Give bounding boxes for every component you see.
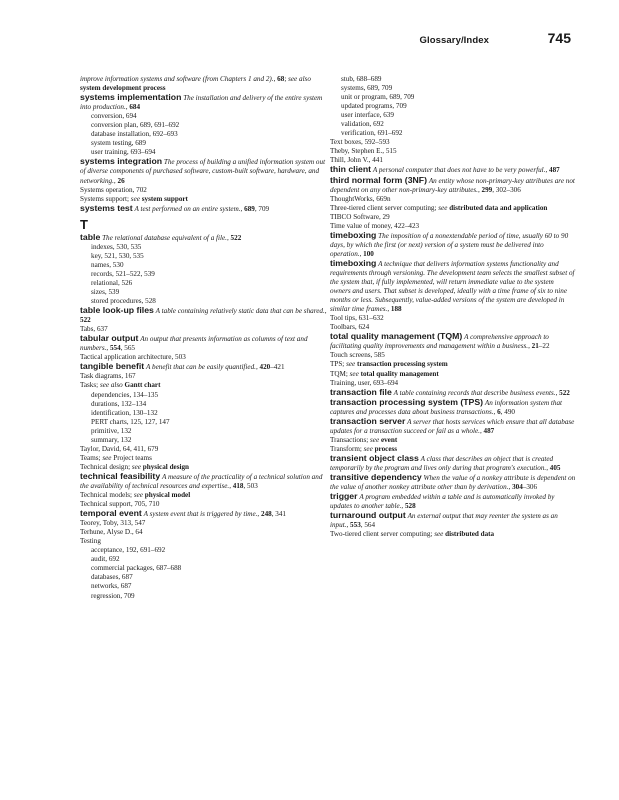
bold-reference: 188 xyxy=(390,305,402,314)
bold-reference: 248 xyxy=(261,510,272,519)
entry-text: see also xyxy=(99,381,123,390)
entry-text: –22 xyxy=(538,342,550,351)
term-definition: improve information systems and software (from Chapters 1 and 2). xyxy=(80,75,274,83)
bold-reference: 528 xyxy=(404,502,416,511)
entry-text: systems, 689, 709 xyxy=(341,84,393,93)
bold-reference: 522 xyxy=(230,233,242,242)
entry-text: databases, 687 xyxy=(91,573,133,582)
entry-text: Theby, Stephen E., 515 xyxy=(330,147,397,156)
entry-text: Time value of money, 422–423 xyxy=(330,221,420,230)
glossary-term-entry xyxy=(80,233,328,243)
index-entry xyxy=(80,491,328,500)
bold-reference: system support xyxy=(141,194,188,203)
entry-text: , 503 xyxy=(243,481,258,490)
glossary-term-entry xyxy=(80,509,328,519)
index-subentry xyxy=(80,436,328,445)
index-subentry xyxy=(80,139,328,148)
term-heading: transitive dependency xyxy=(330,472,422,483)
bold-reference: 487 xyxy=(483,426,495,435)
bold-reference: 21 xyxy=(531,342,539,351)
entry-text: , 564 xyxy=(360,521,376,530)
entry-text: , xyxy=(528,342,532,351)
entry-text: see xyxy=(438,203,448,212)
index-subentry xyxy=(330,102,576,111)
index-subentry xyxy=(80,261,328,270)
index-entry xyxy=(330,147,576,156)
entry-text: unit or program, 689, 709 xyxy=(341,93,415,102)
entry-text: see xyxy=(346,360,356,369)
term-definition: A program embedded within a table and is automatically invoked by updates to another table. xyxy=(330,493,555,511)
term-heading: transaction server xyxy=(330,415,406,426)
term-heading: timeboxing xyxy=(330,229,377,240)
index-subentry xyxy=(80,555,328,564)
index-subentry xyxy=(80,279,328,288)
index-subentry xyxy=(330,84,576,93)
glossary-term-entry xyxy=(330,231,576,259)
glossary-term-entry xyxy=(80,204,328,214)
index-subentry xyxy=(330,75,576,84)
entry-text: see xyxy=(102,453,112,462)
term-definition: A measure of the practicality of a technical solution and the availability of technical resources and expertise. xyxy=(80,472,323,490)
entry-text: Taylor, David, 64, 411, 679 xyxy=(80,444,159,453)
term-definition: A personal computer that does not have to be very powerful. xyxy=(372,166,546,175)
index-subentry xyxy=(80,243,328,252)
bold-reference: Gantt chart xyxy=(124,381,161,390)
entry-text: regression, 709 xyxy=(91,591,135,600)
entry-text: validation, 692 xyxy=(341,120,384,129)
entry-text: PERT charts, 125, 127, 147 xyxy=(91,417,170,426)
entry-text: see also xyxy=(288,75,311,83)
bold-reference: 522 xyxy=(559,388,570,397)
index-subentry xyxy=(80,112,328,121)
term-definition: An output that presents information as columns of text and numbers. xyxy=(80,335,308,353)
entry-text: , xyxy=(229,481,233,490)
term-definition: A table containing relatively static data that can be shared. xyxy=(155,307,325,316)
index-subentry xyxy=(80,573,328,582)
glossary-term-entry xyxy=(330,511,576,530)
index-entry xyxy=(80,445,328,454)
entry-text: Three-tiered client server computing; xyxy=(330,203,439,212)
bold-reference: 554 xyxy=(109,344,121,353)
entry-text: Systems support; xyxy=(80,194,131,203)
entry-text: , xyxy=(401,502,405,511)
entry-text: , 341 xyxy=(271,510,286,519)
term-heading: third normal form (3NF) xyxy=(330,174,428,185)
bold-reference: distributed data and application xyxy=(449,203,548,212)
entry-text: sizes, 539 xyxy=(91,287,120,296)
entry-text: key, 521, 530, 535 xyxy=(91,251,144,260)
entry-text: ThoughtWorks, 669n xyxy=(330,194,391,203)
entry-text: T xyxy=(80,216,88,232)
glossary-term-entry xyxy=(80,334,328,353)
entry-text: , xyxy=(125,103,130,112)
term-definition: A table containing records that describe business events. xyxy=(393,388,556,397)
index-entry xyxy=(80,537,328,546)
index-subentry xyxy=(80,400,328,409)
index-subentry xyxy=(330,129,576,138)
bold-reference: event xyxy=(380,435,398,444)
bold-reference: 487 xyxy=(549,166,560,175)
entry-text: , xyxy=(240,204,245,213)
entry-text: identification, 130–132 xyxy=(91,408,158,417)
entry-text: see xyxy=(130,194,140,203)
entry-text: stored procedures, 528 xyxy=(91,297,156,306)
bold-reference: 522 xyxy=(80,316,91,325)
entry-text: see xyxy=(133,491,143,500)
index-entry xyxy=(80,381,328,390)
entry-text: , xyxy=(387,305,391,314)
bold-reference: 418 xyxy=(232,481,244,490)
entry-text: –306 xyxy=(522,483,538,492)
left-column xyxy=(80,75,328,601)
entry-text: Terhune, Alyse D., 64 xyxy=(80,528,143,537)
entry-text: Technical support, 705, 710 xyxy=(80,500,160,509)
term-heading: tabular output xyxy=(80,333,139,344)
term-definition: The relational database equivalent of a file. xyxy=(102,233,227,242)
term-definition: A server that hosts services which ensure that all database updates for a transaction succeed or fail as a whole. xyxy=(330,417,575,435)
entry-text: TIBCO Software, 29 xyxy=(330,212,390,221)
index-subentry xyxy=(80,592,328,601)
term-definition: The imposition of a nonextendable period of time, usually 60 to 90 days, by which the first (or next) version of a system must be delivered into operation. xyxy=(330,231,569,258)
entry-text: Transform; xyxy=(330,444,364,453)
term-heading: table xyxy=(80,231,101,242)
term-definition: An external output that may reenter the system as an input. xyxy=(330,512,558,530)
bold-reference: 68 xyxy=(277,75,285,83)
term-definition: A benefit that can be easily quantified. xyxy=(146,363,256,372)
bold-reference: total quality management xyxy=(360,369,439,378)
entry-text: Tasks; xyxy=(80,381,100,390)
glossary-term-entry xyxy=(330,492,576,511)
entry-text: Testing xyxy=(80,537,101,546)
index-subentry xyxy=(80,270,328,279)
entry-text: , xyxy=(479,426,484,435)
term-definition: A system event that is triggered by time. xyxy=(143,510,258,519)
term-heading: systems integration xyxy=(80,156,163,167)
term-heading: tangible benefit xyxy=(80,361,145,372)
index-entry xyxy=(80,454,328,463)
entry-text: Transactions; xyxy=(330,435,371,444)
term-heading: timeboxing xyxy=(330,257,377,268)
glossary-term-entry xyxy=(330,473,576,492)
index-subentry xyxy=(80,582,328,591)
term-heading: systems implementation xyxy=(80,92,182,103)
bold-reference: 684 xyxy=(129,103,141,112)
entry-text: , 302–306 xyxy=(492,185,521,194)
term-definition: The installation and delivery of the entire system into production. xyxy=(80,94,323,112)
entry-text: conversion, 694 xyxy=(91,112,137,121)
index-entry xyxy=(330,436,576,445)
index-entry xyxy=(80,372,328,381)
entry-text: conversion plan, 689, 691–692 xyxy=(91,121,180,130)
bold-reference: 405 xyxy=(549,463,561,472)
index-subentry xyxy=(80,130,328,139)
page-header xyxy=(60,30,571,54)
entry-text: audit, 692 xyxy=(91,555,120,564)
entry-text: , xyxy=(546,463,550,472)
glossary-term-entry xyxy=(80,362,328,372)
glossary-term-entry xyxy=(330,259,576,314)
entry-text: primitive, 132 xyxy=(91,426,132,435)
term-heading: trigger xyxy=(330,491,358,502)
entry-text: Text boxes, 592–593 xyxy=(330,138,390,147)
glossary-term-entry xyxy=(80,93,328,112)
entry-text: , xyxy=(273,75,278,83)
entry-text: Training, user, 693–694 xyxy=(330,378,399,387)
entry-text: indexes, 530, 535 xyxy=(91,242,142,251)
entry-text: verification, 691–692 xyxy=(341,129,403,138)
index-subentry xyxy=(80,252,328,261)
entry-text: , xyxy=(324,307,327,316)
index-subentry xyxy=(80,564,328,573)
index-subentry xyxy=(80,418,328,427)
entry-text: , 490 xyxy=(500,407,515,416)
term-heading: transaction file xyxy=(330,386,392,397)
entry-text: system testing, 689 xyxy=(91,139,146,148)
bold-reference: physical model xyxy=(144,491,191,500)
entry-text: , xyxy=(508,483,513,492)
entry-text: ; xyxy=(284,75,289,83)
entry-text: Systems operation, 702 xyxy=(80,185,147,194)
bold-reference: transaction processing system xyxy=(357,360,448,369)
term-heading: transient object class xyxy=(330,452,419,463)
bold-reference: 299 xyxy=(481,185,493,194)
entry-text: , 565 xyxy=(120,344,135,353)
bold-reference: process xyxy=(374,444,398,453)
index-subentry xyxy=(330,93,576,102)
right-column xyxy=(330,75,576,539)
entry-text: dependencies, 134–135 xyxy=(91,390,159,399)
index-entry xyxy=(330,351,576,360)
index-entry xyxy=(330,204,576,213)
term-definition: An entity whose non-primary-key attributes are not dependent on any other non-primary-key attributes. xyxy=(330,176,575,194)
entry-text: Technical models; xyxy=(80,491,134,500)
entry-text: user training, 693–694 xyxy=(91,148,156,157)
bold-reference: physical design xyxy=(142,462,190,471)
entry-text: summary, 132 xyxy=(91,435,132,444)
bold-reference: 689 xyxy=(244,204,255,213)
glossary-term-entry xyxy=(80,306,328,325)
index-subentry xyxy=(80,288,328,297)
glossary-term-entry xyxy=(80,472,328,491)
term-heading: technical feasibility xyxy=(80,470,161,481)
entry-text: stub, 688–689 xyxy=(341,75,382,83)
entry-text: see xyxy=(363,444,373,453)
bold-reference: 420 xyxy=(259,363,271,372)
entry-text: Task diagrams, 167 xyxy=(80,372,136,381)
index-entry xyxy=(330,370,576,379)
glossary-term-entry xyxy=(330,417,576,436)
index-subentry xyxy=(80,546,328,555)
entry-text: commercial packages, 687–688 xyxy=(91,564,182,573)
entry-text: , xyxy=(255,363,260,372)
entry-text: Two-tiered client server computing; xyxy=(330,530,435,539)
entry-text: , 709 xyxy=(254,204,270,213)
section-letter xyxy=(80,218,328,232)
bold-reference: 6 xyxy=(497,407,501,416)
entry-text: names, 530 xyxy=(91,260,124,269)
term-heading: transaction processing system (TPS) xyxy=(330,396,484,407)
entry-text: TQM; xyxy=(330,369,350,378)
entry-text: Project teams xyxy=(111,453,152,462)
term-definition: An information system that captures and processes data about business transactions. xyxy=(330,398,562,416)
index-entry xyxy=(80,186,328,195)
term-definition: The process of building a unified information system out of diverse components of purchased software, custom-built software, hardware, and networking. xyxy=(80,158,326,185)
entry-text: updated programs, 709 xyxy=(341,102,407,111)
entry-text: Touch screens, 585 xyxy=(330,351,385,360)
index-entry-continued xyxy=(80,75,328,93)
entry-text: networks, 687 xyxy=(91,582,132,591)
glossary-term-entry xyxy=(330,176,576,195)
bold-reference: 100 xyxy=(363,249,374,258)
index-subentry xyxy=(80,121,328,130)
entry-text: see xyxy=(131,462,141,471)
entry-text: , xyxy=(226,233,231,242)
term-definition: A class that describes an object that is created temporarily by the program and lives only during that program's execution. xyxy=(330,454,554,472)
entry-text: records, 521–522, 539 xyxy=(91,269,155,278)
entry-text: database installation, 692–693 xyxy=(91,130,178,139)
entry-text: TPS; xyxy=(330,360,347,369)
term-heading: table look-up files xyxy=(80,305,154,316)
entry-text: , xyxy=(493,407,498,416)
index-entry xyxy=(80,519,328,528)
entry-text: , xyxy=(545,166,550,175)
entry-text: see xyxy=(370,435,380,444)
entry-text: , xyxy=(113,176,118,185)
term-definition: A comprehensive approach to facilitating quality improvements and management within a business. xyxy=(330,333,549,351)
glossary-term-entry xyxy=(330,454,576,473)
index-entry xyxy=(330,195,576,204)
entry-text: acceptance, 192, 691–692 xyxy=(91,546,166,555)
glossary-term-entry xyxy=(330,398,576,417)
term-definition: A technique that delivers information systems functionality and requirements through versioning. The development team selects the smallest subset of the system that, if fully implemented, will return immediate value to the system owners and users. That subset is developed, ideally with a time frame of six to nine months or less. Subsequently, value-added versions of the system are developed in similar time frames. xyxy=(330,259,575,314)
running-head-title: Glossary/Index xyxy=(419,35,489,46)
index-subentry xyxy=(330,120,576,129)
entry-text: Technical design; xyxy=(80,462,132,471)
bold-reference: 553 xyxy=(350,521,361,530)
entry-text: Tool tips, 631–632 xyxy=(330,314,384,323)
term-heading: total quality management (TQM) xyxy=(330,331,463,342)
entry-text: , xyxy=(346,521,351,530)
entry-text: Thill, John V., 441 xyxy=(330,156,383,165)
entry-text: , xyxy=(555,388,560,397)
entry-text: –421 xyxy=(270,363,285,372)
term-heading: thin client xyxy=(330,164,372,175)
page-number: 745 xyxy=(547,30,571,46)
term-heading: turnaround output xyxy=(330,510,406,521)
index-entry xyxy=(330,314,576,323)
bold-reference: 26 xyxy=(117,176,125,185)
entry-text: see xyxy=(349,369,359,378)
term-heading: temporal event xyxy=(80,508,142,519)
index-entry xyxy=(80,528,328,537)
entry-text: relational, 526 xyxy=(91,278,133,287)
entry-text: Toolbars, 624 xyxy=(330,323,370,332)
index-subentry xyxy=(80,409,328,418)
index-subentry xyxy=(80,391,328,400)
entry-text: Teams; xyxy=(80,453,103,462)
entry-text: , xyxy=(477,185,482,194)
entry-text: Teorey, Toby, 313, 547 xyxy=(80,519,146,528)
entry-text: , xyxy=(106,344,110,353)
index-entry xyxy=(330,138,576,147)
index-subentry xyxy=(80,427,328,436)
bold-reference: 304 xyxy=(512,483,523,492)
entry-text: user interface, 639 xyxy=(341,111,394,120)
glossary-term-entry xyxy=(330,332,576,351)
entry-text: durations, 132–134 xyxy=(91,399,147,408)
bold-reference: system development process xyxy=(80,84,166,93)
term-definition: When the value of a nonkey attribute is dependent on the value of another nonkey attribute other than by derivation. xyxy=(330,474,576,492)
entry-text: , xyxy=(257,510,261,519)
entry-text: see xyxy=(434,530,444,539)
entry-text: , xyxy=(359,249,364,258)
term-definition: A test performed on an entire system. xyxy=(134,204,241,213)
glossary-term-entry xyxy=(80,157,328,185)
index-entry xyxy=(330,530,576,539)
entry-text: Tabs, 637 xyxy=(80,325,108,334)
entry-text: Tactical application architecture, 503 xyxy=(80,353,186,362)
index-entry xyxy=(330,213,576,222)
term-heading: systems test xyxy=(80,202,133,213)
index-subentry xyxy=(330,111,576,120)
bold-reference: distributed data xyxy=(445,530,495,539)
index-entry xyxy=(330,360,576,369)
